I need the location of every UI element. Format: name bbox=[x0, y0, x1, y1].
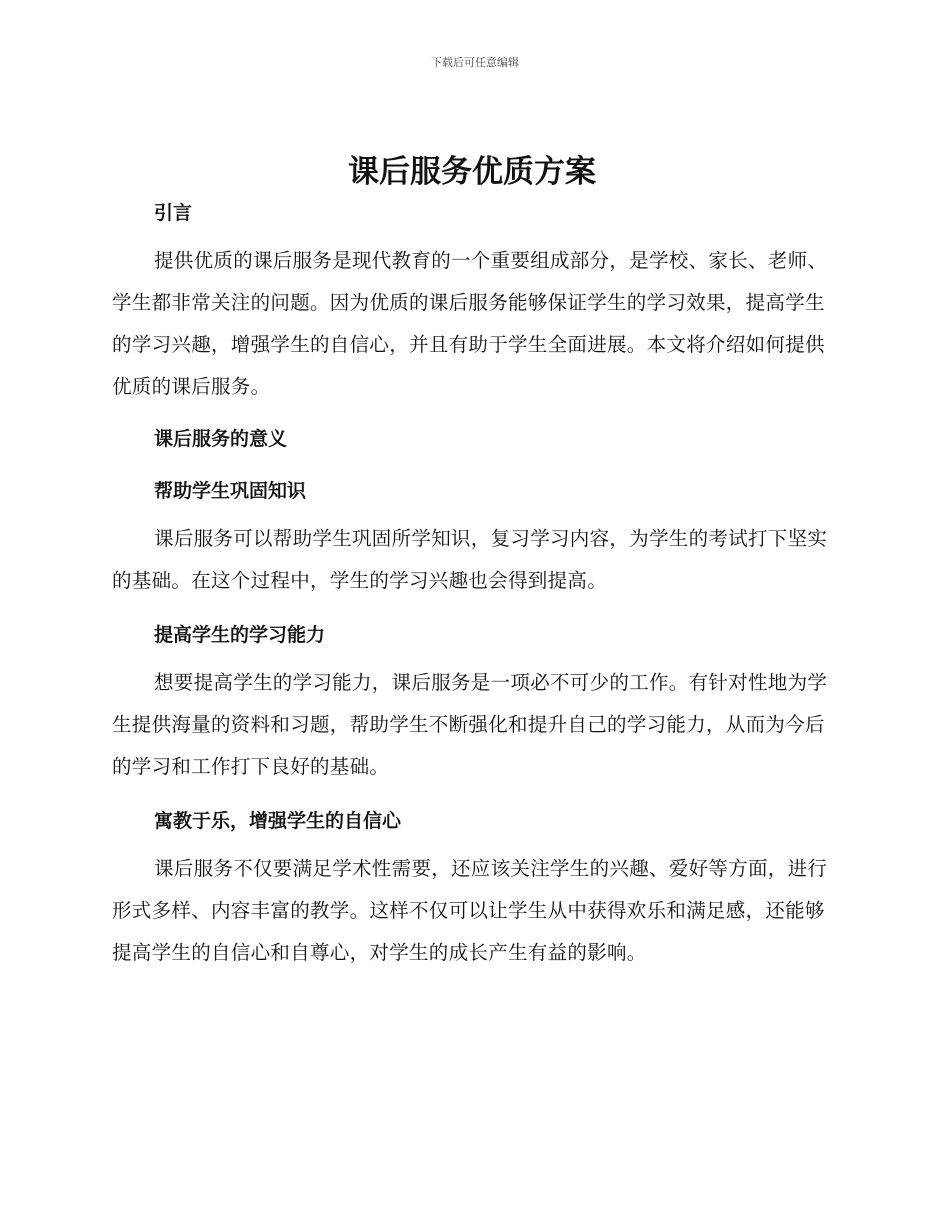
document-title: 课后服务优质方案 bbox=[348, 154, 596, 190]
section-heading-learning-ability: 提高学生的学习能力 bbox=[154, 624, 326, 646]
page-header-note: 下载后可任意编辑 bbox=[431, 56, 519, 69]
paragraph-introduction: 提供优质的课后服务是现代教育的一个重要组成部分，是学校、家长、老师、学生都非常关注的问题。因为优质的课后服务能够保证学生的学习效果，提高学生的学习兴趣，增强学生的自信心，并且有助于学生全面进展。本文将介绍如何提供优质的课后服务。 bbox=[112, 249, 828, 398]
section-heading-confidence: 寓教于乐，增强学生的自信心 bbox=[154, 810, 402, 832]
paragraph-confidence: 课后服务不仅要满足学术性需要，还应该关注学生的兴趣、爱好等方面，进行形式多样、内容丰富的教学。这样不仅可以让学生从中获得欢乐和满足感，还能够提高学生的自信心和自尊心，对学生的成长产生有益的影响。 bbox=[112, 857, 828, 964]
paragraph-learning-ability: 想要提高学生的学习能力，课后服务是一项必不可少的工作。有针对性地为学生提供海量的资料和习题，帮助学生不断强化和提升自己的学习能力，从而为今后的学习和工作打下良好的基础。 bbox=[112, 671, 828, 778]
paragraph-consolidate-knowledge: 课后服务可以帮助学生巩固所学知识，复习学习内容，为学生的考试打下坚实的基础。在这个过程中，学生的学习兴趣也会得到提高。 bbox=[112, 527, 828, 592]
section-heading-significance: 课后服务的意义 bbox=[154, 428, 288, 450]
section-heading-consolidate-knowledge: 帮助学生巩固知识 bbox=[154, 480, 307, 502]
document-body bbox=[112, 150, 832, 974]
section-heading-introduction: 引言 bbox=[154, 202, 193, 224]
